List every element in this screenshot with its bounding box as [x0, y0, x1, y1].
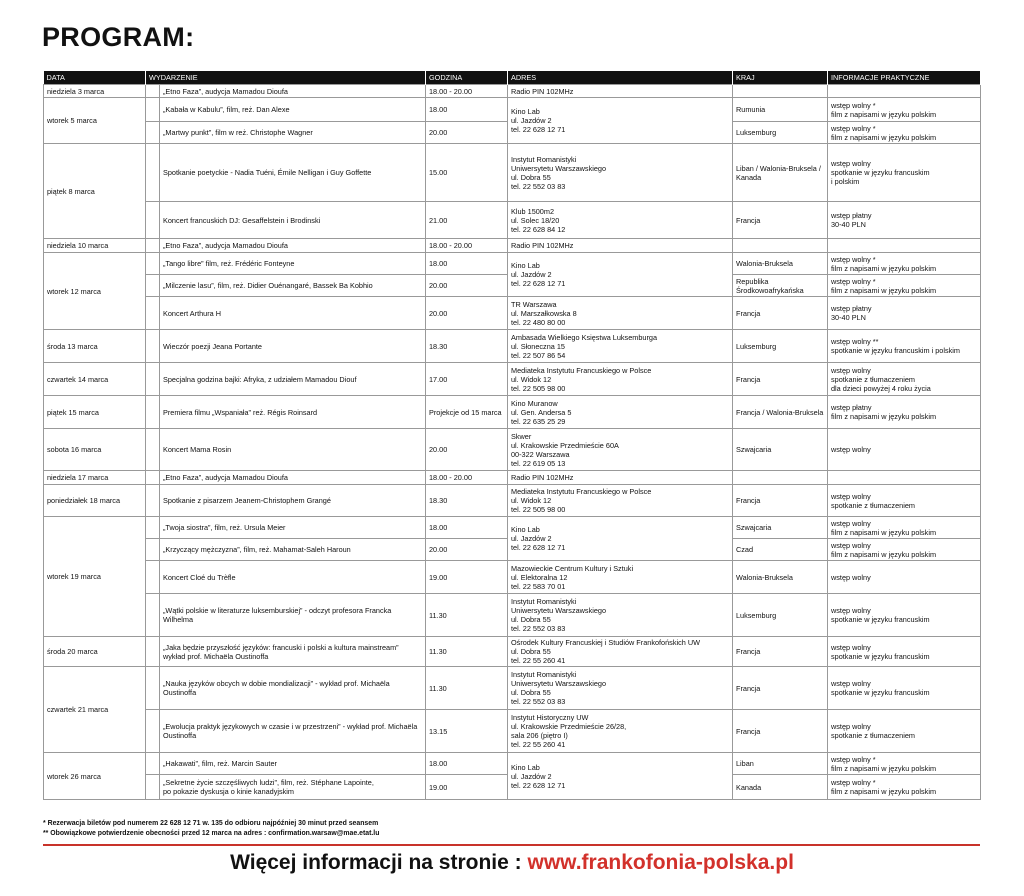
date-cell: niedziela 10 marca	[44, 239, 146, 253]
event-cell: „Etno Faza”, audycja Mamadou Dioufa	[160, 85, 426, 98]
country-cell: Francja	[733, 485, 828, 517]
event-cell: Spotkanie poetyckie - Nadia Tuéni, Émile Nelligan i Guy Goffette	[160, 144, 426, 202]
table-row	[44, 330, 981, 363]
country-cell: Szwajcaria	[733, 429, 828, 471]
column-header-country: KRAJ	[733, 71, 828, 85]
table-row	[44, 561, 981, 594]
address-cell: Klub 1500m2 ul. Solec 18/20 tel. 22 628 84 12	[508, 202, 733, 239]
address-cell: Ośrodek Kultury Francuskiej i Studiów Frankofońskich UW ul. Dobra 55 tel. 22 55 260 41	[508, 637, 733, 667]
time-cell: 20.00	[426, 275, 508, 297]
column-header-info: INFORMACJE PRAKTYCZNE	[828, 71, 981, 85]
table-row	[44, 144, 981, 202]
info-cell	[828, 471, 981, 485]
event-cell: Koncert Cloé du Trèfle	[160, 561, 426, 594]
time-cell: 18.00	[426, 753, 508, 775]
address-cell: Kino Lab ul. Jazdów 2 tel. 22 628 12 71	[508, 517, 733, 561]
event-cell: Koncert Mama Rosin	[160, 429, 426, 471]
info-cell: wstęp wolny	[828, 561, 981, 594]
event-cell: Spotkanie z pisarzem Jeanem-Christophem Grangé	[160, 485, 426, 517]
table-row	[44, 253, 981, 275]
table-row	[44, 363, 981, 396]
info-cell: wstęp wolny * film z napisami w języku polskim	[828, 275, 981, 297]
time-cell: 18.30	[426, 330, 508, 363]
date-cell: poniedziałek 18 marca	[44, 485, 146, 517]
event-cell: „Twoja siostra”, film, reż. Ursula Meier	[160, 517, 426, 539]
time-cell: 20.00	[426, 429, 508, 471]
category-color-marker	[146, 98, 160, 122]
event-cell: „Etno Faza”, audycja Mamadou Dioufa	[160, 239, 426, 253]
country-cell	[733, 239, 828, 253]
address-cell: Instytut Historyczny UW ul. Krakowskie Przedmieście 26/28, sala 206 (piętro I) tel. 22 55 260 41	[508, 710, 733, 753]
date-cell: środa 13 marca	[44, 330, 146, 363]
category-color-marker	[146, 202, 160, 239]
table-row	[44, 202, 981, 239]
category-color-marker	[146, 363, 160, 396]
category-color-marker	[146, 144, 160, 202]
table-row	[44, 297, 981, 330]
address-cell: Kino Lab ul. Jazdów 2 tel. 22 628 12 71	[508, 753, 733, 800]
category-color-marker	[146, 85, 160, 98]
time-cell: 19.00	[426, 775, 508, 800]
event-cell: „Kabała w Kabulu”, film, reż. Dan Alexe	[160, 98, 426, 122]
category-color-marker	[146, 594, 160, 637]
category-color-marker	[146, 122, 160, 144]
address-cell: Mediateka Instytutu Francuskiego w Polsce ul. Widok 12 tel. 22 505 98 00	[508, 485, 733, 517]
date-cell: czwartek 14 marca	[44, 363, 146, 396]
country-cell: Walonia-Bruksela	[733, 561, 828, 594]
time-cell: 20.00	[426, 539, 508, 561]
info-cell: wstęp wolny * film z napisami w języku polskim	[828, 753, 981, 775]
address-cell: Skwer ul. Krakowskie Przedmieście 60A 00-322 Warszawa tel. 22 619 05 13	[508, 429, 733, 471]
date-cell: niedziela 3 marca	[44, 85, 146, 98]
date-cell: środa 20 marca	[44, 637, 146, 667]
more-info-label: Więcej informacji na stronie :	[230, 851, 528, 874]
country-cell: Szwajcaria	[733, 517, 828, 539]
table-body	[44, 85, 981, 800]
info-cell: wstęp wolny	[828, 429, 981, 471]
country-cell	[733, 85, 828, 98]
country-cell: Francja	[733, 202, 828, 239]
info-cell: wstęp wolny spotkanie w języku francuskim i polskim	[828, 144, 981, 202]
column-header-event: WYDARZENIE	[146, 71, 426, 85]
info-cell: wstęp wolny * film z napisami w języku polskim	[828, 98, 981, 122]
country-cell: Liban	[733, 753, 828, 775]
info-cell	[828, 239, 981, 253]
time-cell: 13.15	[426, 710, 508, 753]
category-color-marker	[146, 667, 160, 710]
category-color-marker	[146, 539, 160, 561]
event-cell: Wieczór poezji Jeana Portante	[160, 330, 426, 363]
address-cell: Radio PIN 102MHz	[508, 239, 733, 253]
time-cell: 18.30	[426, 485, 508, 517]
footnote: * Rezerwacja biletów pod numerem 22 628 12 71 w. 135 do odbioru najpóźniej 30 minut przed seansem	[43, 820, 379, 827]
time-cell: 18.00 - 20.00	[426, 85, 508, 98]
column-header-date: DATA	[44, 71, 146, 85]
country-cell: Luksemburg	[733, 122, 828, 144]
category-color-marker	[146, 775, 160, 800]
address-cell: Ambasada Wielkiego Księstwa Luksemburga ul. Słoneczna 15 tel. 22 507 86 54	[508, 330, 733, 363]
time-cell: 20.00	[426, 297, 508, 330]
event-cell: „Milczenie lasu”, film, reż. Didier Ouénangaré, Bassek Ba Kobhio	[160, 275, 426, 297]
table-row	[44, 429, 981, 471]
event-cell: Specjalna godzina bajki: Afryka, z udziałem Mamadou Diouf	[160, 363, 426, 396]
footnote: ** Obowiązkowe potwierdzenie obecności przed 12 marca na adres : confirmation.warsaw@mae.etat.lu	[43, 830, 380, 837]
event-cell: Koncert Arthura H	[160, 297, 426, 330]
country-cell: Francja	[733, 297, 828, 330]
table-row	[44, 485, 981, 517]
country-cell: Luksemburg	[733, 330, 828, 363]
category-color-marker	[146, 239, 160, 253]
time-cell: 17.00	[426, 363, 508, 396]
country-cell: Liban / Walonia-Bruksela / Kanada	[733, 144, 828, 202]
info-cell: wstęp wolny spotkanie w języku francuskim	[828, 637, 981, 667]
category-color-marker	[146, 297, 160, 330]
address-cell: Mediateka Instytutu Francuskiego w Polsce ul. Widok 12 tel. 22 505 98 00	[508, 363, 733, 396]
country-cell: Francja	[733, 667, 828, 710]
category-color-marker	[146, 637, 160, 667]
country-cell: Luksemburg	[733, 594, 828, 637]
info-cell: wstęp wolny film z napisami w języku polskim	[828, 517, 981, 539]
time-cell: 15.00	[426, 144, 508, 202]
table-row	[44, 753, 981, 775]
time-cell: Projekcje od 15 marca	[426, 396, 508, 429]
address-cell: Instytut Romanistyki Uniwersytetu Warszawskiego ul. Dobra 55 tel. 22 552 03 83	[508, 594, 733, 637]
category-color-marker	[146, 275, 160, 297]
event-cell: „Hakawati”, film, reż. Marcin Sauter	[160, 753, 426, 775]
event-cell: „Nauka języków obcych w dobie mondializacji” - wykład prof. Michaëla Oustinoffa	[160, 667, 426, 710]
event-cell: „Krzyczący mężczyzna”, film, reż. Mahamat-Saleh Haroun	[160, 539, 426, 561]
address-cell: Kino Lab ul. Jazdów 2 tel. 22 628 12 71	[508, 253, 733, 297]
address-cell: Instytut Romanistyki Uniwersytetu Warszawskiego ul. Dobra 55 tel. 22 552 03 83	[508, 667, 733, 710]
date-cell: wtorek 26 marca	[44, 753, 146, 800]
more-info	[0, 851, 1024, 875]
info-cell: wstęp wolny film z napisami w języku polskim	[828, 539, 981, 561]
table-row	[44, 637, 981, 667]
table-row	[44, 594, 981, 637]
event-cell: „Wątki polskie w literaturze luksemburskiej” - odczyt profesora Francka Wilhelma	[160, 594, 426, 637]
address-cell: Radio PIN 102MHz	[508, 471, 733, 485]
category-color-marker	[146, 396, 160, 429]
date-cell: piątek 15 marca	[44, 396, 146, 429]
time-cell: 18.00 - 20.00	[426, 471, 508, 485]
program-table	[43, 71, 981, 800]
event-cell: Koncert francuskich DJ: Gesaffelstein i Brodinski	[160, 202, 426, 239]
date-cell: piątek 8 marca	[44, 144, 146, 239]
time-cell: 18.00	[426, 517, 508, 539]
info-cell: wstęp płatny 30-40 PLN	[828, 202, 981, 239]
time-cell: 18.00 - 20.00	[426, 239, 508, 253]
country-cell: Czad	[733, 539, 828, 561]
time-cell: 20.00	[426, 122, 508, 144]
event-cell: „Martwy punkt”, film w reż. Christophe Wagner	[160, 122, 426, 144]
address-cell: Kino Muranow ul. Gen. Andersa 5 tel. 22 635 25 29	[508, 396, 733, 429]
event-cell: „Ewolucja praktyk językowych w czasie i w przestrzeni” - wykład prof. Michaëla Oustinoffa	[160, 710, 426, 753]
time-cell: 18.00	[426, 253, 508, 275]
info-cell: wstęp płatny film z napisami w języku polskim	[828, 396, 981, 429]
address-cell: TR Warszawa ul. Marszałkowska 8 tel. 22 480 80 00	[508, 297, 733, 330]
address-cell: Instytut Romanistyki Uniwersytetu Warszawskiego ul. Dobra 55 tel. 22 552 03 83	[508, 144, 733, 202]
column-header-time: GODZINA	[426, 71, 508, 85]
website-link[interactable]: www.frankofonia-polska.pl	[527, 851, 794, 874]
info-cell: wstęp wolny spotkanie z tłumaczeniem dla dzieci powyżej 4 roku życia	[828, 363, 981, 396]
info-cell: wstęp wolny spotkanie z tłumaczeniem	[828, 485, 981, 517]
event-cell: „Etno Faza”, audycja Mamadou Dioufa	[160, 471, 426, 485]
category-color-marker	[146, 429, 160, 471]
country-cell: Republika Środkowoafrykańska	[733, 275, 828, 297]
date-cell: wtorek 12 marca	[44, 253, 146, 330]
table-row	[44, 98, 981, 122]
country-cell	[733, 471, 828, 485]
category-color-marker	[146, 753, 160, 775]
category-color-marker	[146, 710, 160, 753]
date-cell: wtorek 5 marca	[44, 98, 146, 144]
time-cell: 11.30	[426, 594, 508, 637]
date-cell: sobota 16 marca	[44, 429, 146, 471]
event-cell: „Tango libre” film, reż. Frédéric Fonteyne	[160, 253, 426, 275]
time-cell: 19.00	[426, 561, 508, 594]
table-row	[44, 85, 981, 98]
table-header	[44, 71, 981, 85]
time-cell: 11.30	[426, 667, 508, 710]
info-cell: wstęp wolny * film z napisami w języku polskim	[828, 122, 981, 144]
event-cell: Premiera filmu „Wspaniała” reż. Régis Roinsard	[160, 396, 426, 429]
info-cell: wstęp wolny * film z napisami w języku polskim	[828, 253, 981, 275]
address-cell: Radio PIN 102MHz	[508, 85, 733, 98]
red-divider	[43, 844, 980, 846]
table-row	[44, 710, 981, 753]
country-cell: Francja / Walonia-Bruksela	[733, 396, 828, 429]
table-row	[44, 471, 981, 485]
category-color-marker	[146, 330, 160, 363]
info-cell: wstęp płatny 30-40 PLN	[828, 297, 981, 330]
time-cell: 21.00	[426, 202, 508, 239]
event-cell: „Jaka będzie przyszłość języków: francuski i polski a kultura mainstream” wykład prof. Michaëla Oustinoffa	[160, 637, 426, 667]
category-color-marker	[146, 561, 160, 594]
date-cell: wtorek 19 marca	[44, 517, 146, 637]
info-cell: wstęp wolny spotkanie w języku francuskim	[828, 594, 981, 637]
country-cell: Walonia-Bruksela	[733, 253, 828, 275]
table-row	[44, 517, 981, 539]
info-cell	[828, 85, 981, 98]
category-color-marker	[146, 471, 160, 485]
info-cell: wstęp wolny spotkanie w języku francuskim	[828, 667, 981, 710]
column-header-address: ADRES	[508, 71, 733, 85]
category-color-marker	[146, 485, 160, 517]
info-cell: wstęp wolny spotkanie z tłumaczeniem	[828, 710, 981, 753]
table-row	[44, 667, 981, 710]
date-cell: czwartek 21 marca	[44, 667, 146, 753]
date-cell: niedziela 17 marca	[44, 471, 146, 485]
table-row	[44, 396, 981, 429]
table-row	[44, 239, 981, 253]
page-title: PROGRAM:	[42, 22, 195, 52]
category-color-marker	[146, 253, 160, 275]
country-cell: Francja	[733, 363, 828, 396]
address-cell: Mazowieckie Centrum Kultury i Sztuki ul. Elektoralna 12 tel. 22 583 70 01	[508, 561, 733, 594]
info-cell: wstęp wolny ** spotkanie w języku francuskim i polskim	[828, 330, 981, 363]
event-cell: „Sekretne życie szczęśliwych ludzi”, film, reż. Stéphane Lapointe, po pokazie dyskusja o kinie kanadyjskim	[160, 775, 426, 800]
country-cell: Francja	[733, 637, 828, 667]
info-cell: wstęp wolny * film z napisami w języku polskim	[828, 775, 981, 800]
country-cell: Rumunia	[733, 98, 828, 122]
country-cell: Kanada	[733, 775, 828, 800]
time-cell: 11.30	[426, 637, 508, 667]
address-cell: Kino Lab ul. Jazdów 2 tel. 22 628 12 71	[508, 98, 733, 144]
category-color-marker	[146, 517, 160, 539]
time-cell: 18.00	[426, 98, 508, 122]
country-cell: Francja	[733, 710, 828, 753]
